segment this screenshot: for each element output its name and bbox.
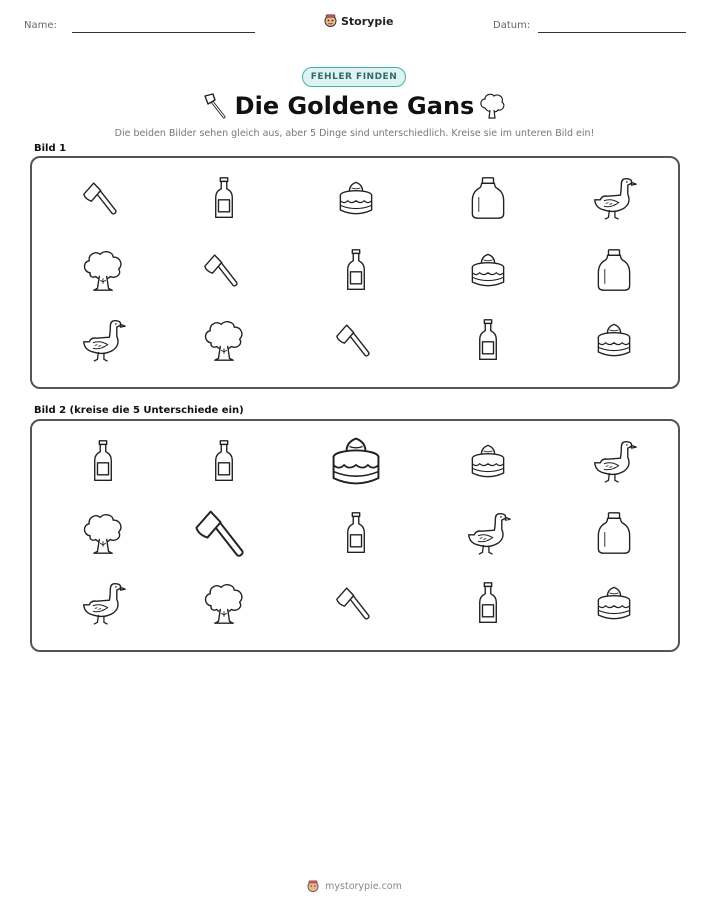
tree-icon (201, 317, 247, 363)
goose-icon (591, 175, 637, 221)
axe-icon (333, 317, 379, 363)
date-label: Datum: (493, 20, 531, 31)
goose-icon[interactable] (591, 438, 637, 484)
goose-icon (80, 317, 126, 363)
tree-icon[interactable] (80, 510, 126, 556)
tree-icon (80, 247, 126, 293)
footer (0, 880, 709, 893)
picture-2-label: Bild 2 (kreise die 5 Unterschiede ein) (34, 405, 244, 416)
axe-icon[interactable] (333, 580, 379, 626)
cake-icon (465, 247, 511, 293)
footer-url[interactable]: mystorypie.com (325, 881, 402, 892)
jar-icon (465, 175, 511, 221)
picture-1-panel (30, 156, 680, 389)
cake-icon (591, 317, 637, 363)
bottle-icon[interactable] (201, 438, 247, 484)
bottle-icon[interactable] (80, 438, 126, 484)
bottle-icon[interactable] (465, 580, 511, 626)
storypie-mascot-icon (324, 14, 337, 28)
brand-logo (324, 14, 393, 28)
name-label: Name: (24, 20, 57, 31)
goose-icon[interactable] (80, 580, 126, 626)
name-line[interactable] (72, 32, 255, 33)
cake-icon[interactable] (323, 428, 389, 494)
cake-icon[interactable] (591, 580, 637, 626)
goose-icon[interactable] (465, 510, 511, 556)
brand-name: Storypie (341, 14, 394, 28)
date-line[interactable] (538, 32, 686, 33)
page-title: Die Goldene Gans (234, 92, 475, 120)
picture-1-label: Bild 1 (34, 143, 67, 154)
bottle-icon (333, 247, 379, 293)
bottle-icon[interactable] (333, 510, 379, 556)
axe-icon[interactable] (191, 500, 257, 566)
picture-2-panel[interactable] (30, 419, 680, 652)
activity-badge: FEHLER FINDEN (302, 67, 406, 87)
tree-icon (477, 91, 507, 121)
storypie-mascot-icon (307, 880, 319, 893)
bottle-icon (201, 175, 247, 221)
cake-icon (333, 175, 379, 221)
tree-icon[interactable] (201, 580, 247, 626)
axe-icon (201, 247, 247, 293)
bottle-icon (465, 317, 511, 363)
axe-icon (80, 175, 126, 221)
jar-icon (591, 247, 637, 293)
cake-icon[interactable] (465, 438, 511, 484)
instructions: Die beiden Bilder sehen gleich aus, aber 5 Dinge sind unterschiedlich. Kreise sie im unteren Bild ein! (114, 128, 595, 139)
jar-icon[interactable] (591, 510, 637, 556)
